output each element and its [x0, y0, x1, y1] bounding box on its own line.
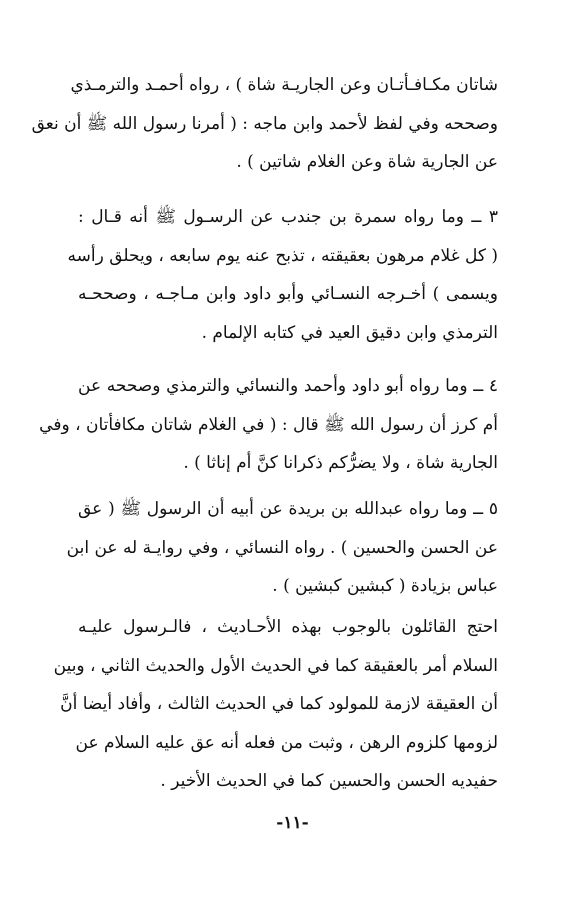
paragraph-hadith-3 — [67, 198, 498, 352]
text-line: الترمذي وابن دقيق العيد في كتابه الإلمام . — [201, 322, 498, 343]
text-line: ٥ ــ وما رواه عبدالله بن بريدة عن أبيه أن الرسول ﷺ ( عق — [78, 499, 498, 519]
text-line: أن العقيقة لازمة للمولود كما في الحديث الثالث ، وأفاد أيضا أنَّ — [60, 694, 498, 714]
text-line: عباس بزيادة ( كبشين كبشين ) . — [272, 576, 498, 596]
text-line: ٤ ــ وما رواه أبو داود وأحمد والنسائي والترمذي وصححه عن — [78, 376, 498, 396]
paragraph-argument — [53, 608, 498, 801]
text-line: ويسمى ) أخـرجه النسـائي وأبو داود وابن مـاجـه ، وصححـه — [78, 284, 498, 304]
text-line: ٣ ــ وما رواه سمرة بن جندب عن الرسـول ﷺ أنه قـال : — [78, 207, 498, 227]
text-line: وصححه وفي لفظ لأحمد وابن ماجه : ( أمرنا رسول الله ﷺ أن نعق — [31, 113, 498, 134]
text-line: السلام أمر بالعقيقة كما في الحديث الأول والحديث الثاني ، وبين — [53, 655, 498, 676]
text-line: حفيديه الحسن والحسين كما في الحديث الأخير . — [160, 771, 498, 791]
text-line: احتج القائلون بالوجوب بهذه الأحـاديث ، فالـرسول عليـه — [78, 617, 498, 637]
page-number: -١١- — [276, 813, 309, 833]
text-line: عن الحسن والحسين ) . رواه النسائي ، وفي روايـة له عن ابن — [66, 537, 498, 558]
text-line: لزومها كلزوم الرهن ، وثبت من فعله أنه عق عليه السلام عن — [75, 732, 498, 753]
text-line: الجارية شاة ، ولا يضرُّكم ذكرانا كنَّ أم إناثا ) . — [183, 453, 498, 473]
text-line: عن الجارية شاة وعن الغلام شاتين ) . — [236, 152, 498, 172]
text-line: ( كل غلام مرهون بعقيقته ، تذبح عنه يوم سابعه ، ويحلق رأسه — [67, 245, 498, 266]
paragraph-hadith-5 — [66, 490, 498, 606]
text-line: شاتان مكـافـأتـان وعن الجاريـة شاة ) ، رواه أحمـد والترمـذي — [70, 75, 498, 95]
paragraph-hadith-continuation — [31, 66, 498, 182]
text-line: أم كرز أن رسول الله ﷺ قال : ( في الغلام شاتان مكافأتان ، وفي — [39, 414, 498, 435]
paragraph-hadith-4 — [39, 367, 498, 483]
